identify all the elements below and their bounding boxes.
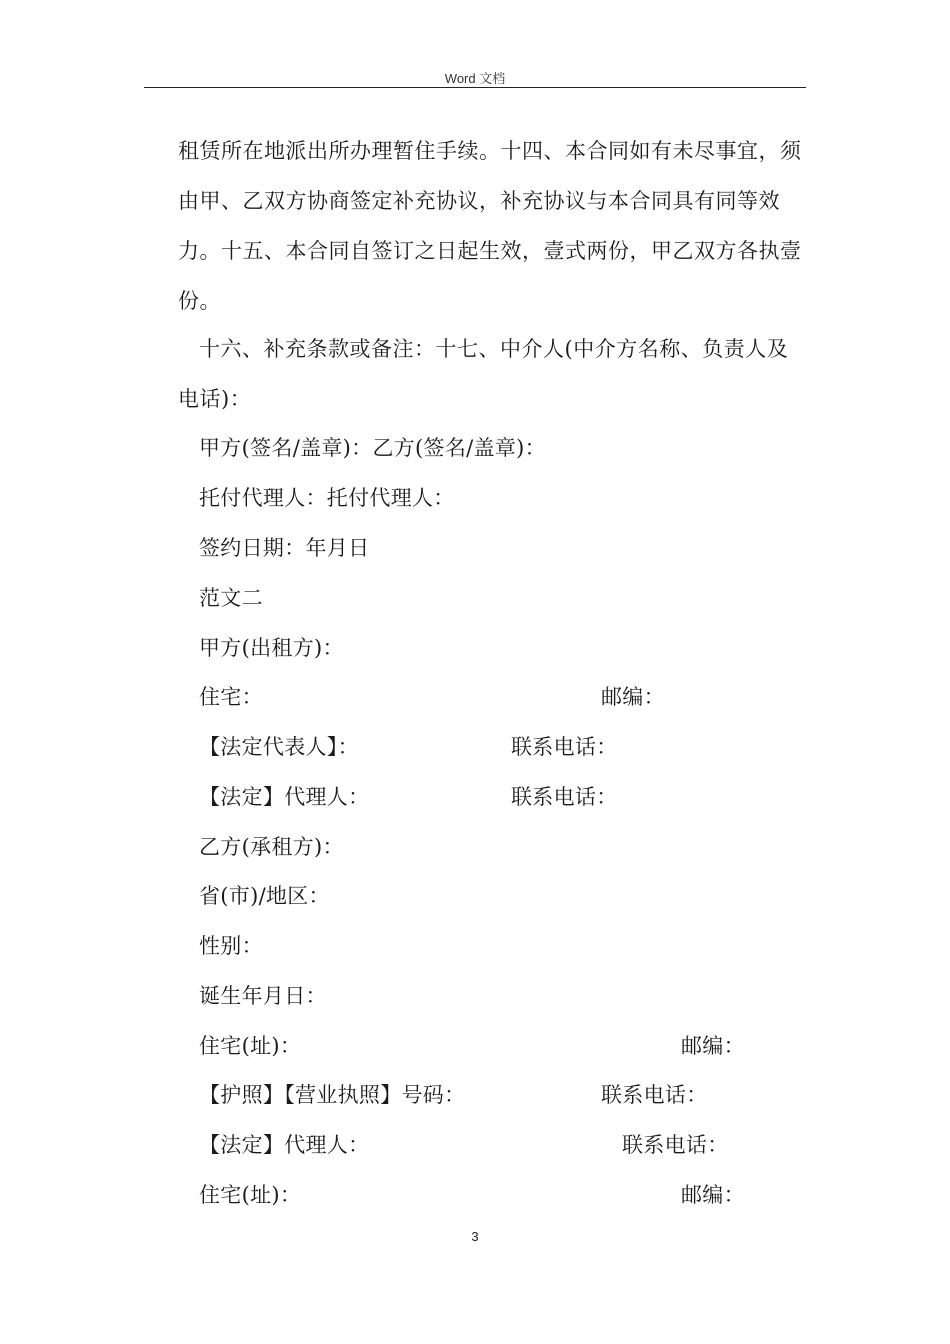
- lessee-address-label: 住宅(址)：: [199, 1034, 302, 1058]
- page-header: Word 文档: [444, 71, 506, 86]
- lessor-label: 甲方(出租方)：: [199, 636, 344, 660]
- header-divider: [144, 87, 806, 88]
- province-label: 省(市)/地区：: [199, 884, 330, 908]
- lessor-agent-label: 【法定】代理人：: [199, 785, 370, 809]
- lessee-agent-phone-label: 联系电话：: [622, 1133, 729, 1157]
- section-heading-sample-two: 范文二: [199, 586, 263, 610]
- paragraph-clauses-14-15: 租赁所在地派出所办理暂住手续。十四、本合同如有未尽事宜，须由甲、乙双方协商签定补充协议，补充协议与本合同具有同等效力。十五、本合同自签订之日起生效，壹式两份，甲乙双方各执壹份。: [178, 139, 802, 313]
- agent-postcode-label: 邮编：: [681, 1183, 745, 1207]
- signature-line: 甲方(签名/盖章)：乙方(签名/盖章)：: [199, 436, 546, 460]
- agents-line: 托付代理人：托付代理人：: [199, 486, 455, 510]
- gender-label: 性别：: [199, 934, 263, 958]
- lessor-address-label: 住宅：: [199, 685, 263, 709]
- lessee-label: 乙方(承租方)：: [199, 835, 344, 859]
- sign-date-line: 签约日期：年月日: [199, 536, 370, 560]
- passport-phone-label: 联系电话：: [601, 1083, 708, 1107]
- paragraph-clauses-16-17: 十六、补充条款或备注：十七、中介人(中介方名称、负责人及电话)：: [178, 337, 789, 411]
- lessor-agent-phone-label: 联系电话：: [511, 785, 618, 809]
- page-number: 3: [471, 1229, 479, 1244]
- birth-date-label: 诞生年月日：: [199, 984, 327, 1008]
- lessor-postcode-label: 邮编：: [601, 685, 665, 709]
- lessee-postcode-label: 邮编：: [681, 1034, 745, 1058]
- passport-label: 【护照】【营业执照】号码：: [199, 1083, 466, 1107]
- legal-rep-phone-label: 联系电话：: [511, 735, 618, 759]
- agent-address-label: 住宅(址)：: [199, 1183, 302, 1207]
- lessee-agent-label: 【法定】代理人：: [199, 1133, 370, 1157]
- legal-rep-label: 【法定代表人】：: [199, 735, 359, 759]
